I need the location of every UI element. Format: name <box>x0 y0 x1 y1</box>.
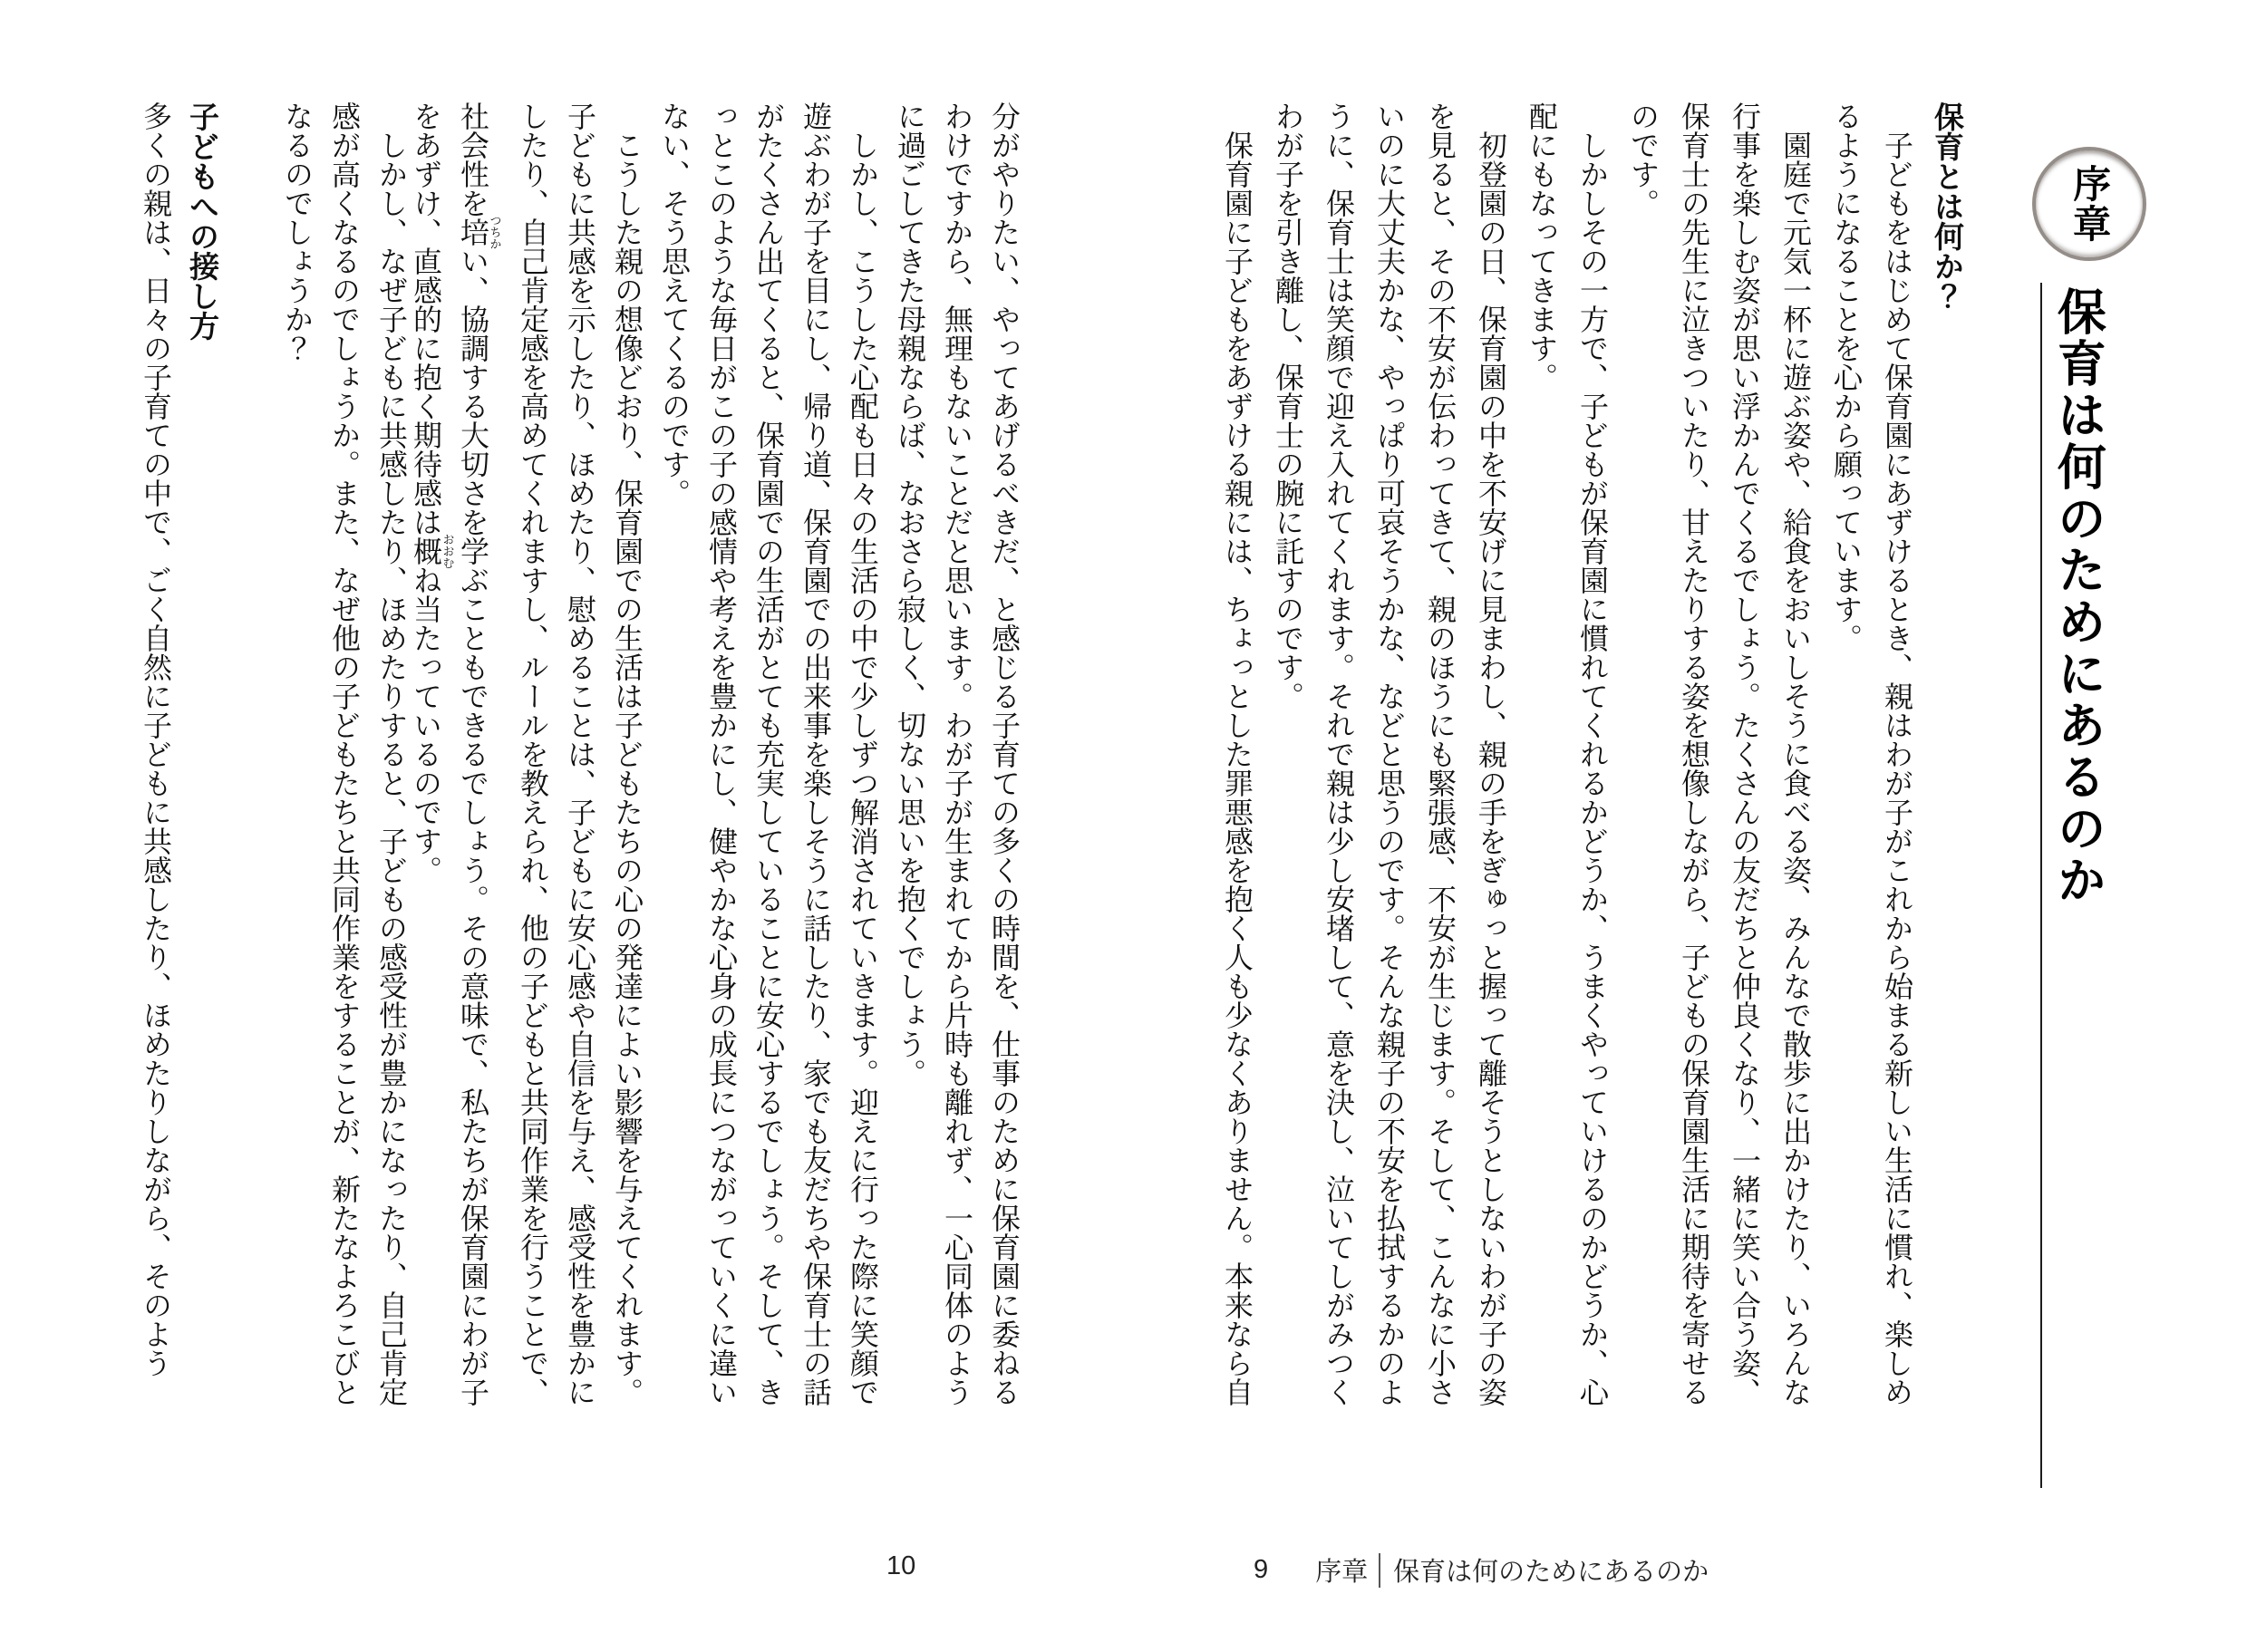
text-column: 子どもに共感を示したり、ほめたり、慰めることは、子どもに安心感や自信を与え、感受性を豊かに <box>563 101 597 1406</box>
text-column: 社会性を培つちかい、協調する大切さを学ぶこともできるでしょう。その意味で、私たちが保育園にわが子 <box>456 101 501 1406</box>
text-column: しかし、なぜ子どもに共感したり、ほめたりすると、子どもの感受性が豊かになったり、自己肯定 <box>374 101 409 1406</box>
chapter-badge-label: 序章 <box>2068 164 2111 244</box>
text-column: るようになることを心から願っています。 <box>1829 101 1864 652</box>
text-column: しかし、こうした心配も日々の生活の中で少しずつ解消されていきます。迎えに行った際に笑顔で <box>846 101 880 1406</box>
page-9-body <box>1092 101 1962 1425</box>
text-column: 感が高くなるのでしょうか。また、なぜ他の子どもたちと共同作業をすることが、新たなよろこびと <box>327 101 362 1406</box>
text-column: 配にもなってきます。 <box>1525 101 1559 391</box>
section-heading: 保育とは何か？ <box>1931 101 1964 311</box>
section-heading: 子どもへの接し方 <box>186 101 219 341</box>
text-column: に過ごしてきた母親ならば、なおさら寂しく、切ない思いを抱くでしょう。 <box>893 101 927 1087</box>
text-column: ない、そう思えてくるのです。 <box>657 101 692 507</box>
page-number-10: 10 <box>886 1551 916 1580</box>
text-column: 行事を楽しむ姿が思い浮かんでくるでしょう。たくさんの友だちと仲良くなり、一緒に笑い合う姿、 <box>1728 101 1762 1406</box>
text-column: わが子を引き離し、保育士の腕に託すのです。 <box>1271 101 1305 710</box>
text-column: を見ると、その不安が伝わってきて、親のほうにも緊張感、不安が生じます。そして、こんなに小さ <box>1423 101 1457 1406</box>
text-column: をあずけ、直感的に抱く期待感は概おおむね当たっているのです。 <box>409 101 454 884</box>
footer-divider <box>1379 1553 1380 1588</box>
chapter-badge <box>2032 147 2146 261</box>
text-column: 子どもをはじめて保育園にあずけるとき、親はわが子がこれから始まる新しい生活に慣れ、楽しめ <box>1880 101 1914 1406</box>
page-number-9: 9 <box>1254 1555 1269 1584</box>
page-9-footer <box>1254 1551 1709 1589</box>
text-column: こうした親の想像どおり、保育園での生活は子どもたちの心の発達によい影響を与えてくれます。 <box>610 101 644 1406</box>
footer-chapter-label: 序章 <box>1315 1558 1369 1587</box>
page-10-body <box>92 101 1022 1425</box>
footer-chapter-title: 保育は何のためにあるのか <box>1393 1558 1709 1587</box>
text-column: いのに大丈夫かな、やっぱり可哀そうかな、などと思うのです。そんな親子の不安を払拭するかのよ <box>1372 101 1407 1406</box>
text-column: したり、自己肯定感を高めてくれますし、ルールを教えられ、他の子どもと共同作業を行うことで、 <box>516 101 550 1406</box>
text-column: わけですから、無理もないことだと思います。わが子が生まれてから片時も離れず、一心同体のよう <box>940 101 974 1406</box>
text-column: なるのでしょうか？ <box>280 101 315 362</box>
text-column: 遊ぶわが子を目にし、帰り道、保育園での出来事を楽しそうに話したり、家でも友だちや保育士の話 <box>799 101 833 1406</box>
page-10-footer <box>886 1551 915 1581</box>
text-column: っとこのような毎日がこの子の感情や考えを豊かにし、健やかな心身の成長につながっていくに違い <box>704 101 739 1406</box>
title-rule-line <box>2040 283 2042 1488</box>
text-column: 初登園の日、保育園の中を不安げに見まわし、親の手をぎゅっと握って離そうとしないわが子の姿 <box>1474 101 1508 1406</box>
text-column: 園庭で元気一杯に遊ぶ姿や、給食をおいしそうに食べる姿、みんなで散歩に出かけたり、いろんな <box>1778 101 1813 1406</box>
text-column: 保育園に子どもをあずける親には、ちょっとした罪悪感を抱く人も少なくありません。本来なら自 <box>1220 101 1254 1406</box>
text-column: 多くの親は、日々の子育ての中で、ごく自然に子どもに共感したり、ほめたりしながら、そのよう <box>139 101 173 1377</box>
text-column: しかしその一方で、子どもが保育園に慣れてくれるかどうか、うまくやっていけるのかどうか、心 <box>1575 101 1610 1406</box>
text-column: がたくさん出てくると、保育園での生活がとても充実していることに安心するでしょう。そして、き <box>751 101 786 1406</box>
chapter-title: 保育は何のためにあるのか <box>2050 286 2106 906</box>
text-column: うに、保育士は笑顔で迎え入れてくれます。それで親は少し安堵して、意を決し、泣いてしがみつく <box>1322 101 1356 1406</box>
text-column: 保育士の先生に泣きついたり、甘えたりする姿を想像しながら、子どもの保育園生活に期待を寄せる <box>1677 101 1711 1406</box>
text-column: 分がやりたい、やってあげるべきだ、と感じる子育ての多くの時間を、仕事のために保育園に委ねる <box>987 101 1022 1406</box>
text-column: のです。 <box>1626 101 1661 217</box>
